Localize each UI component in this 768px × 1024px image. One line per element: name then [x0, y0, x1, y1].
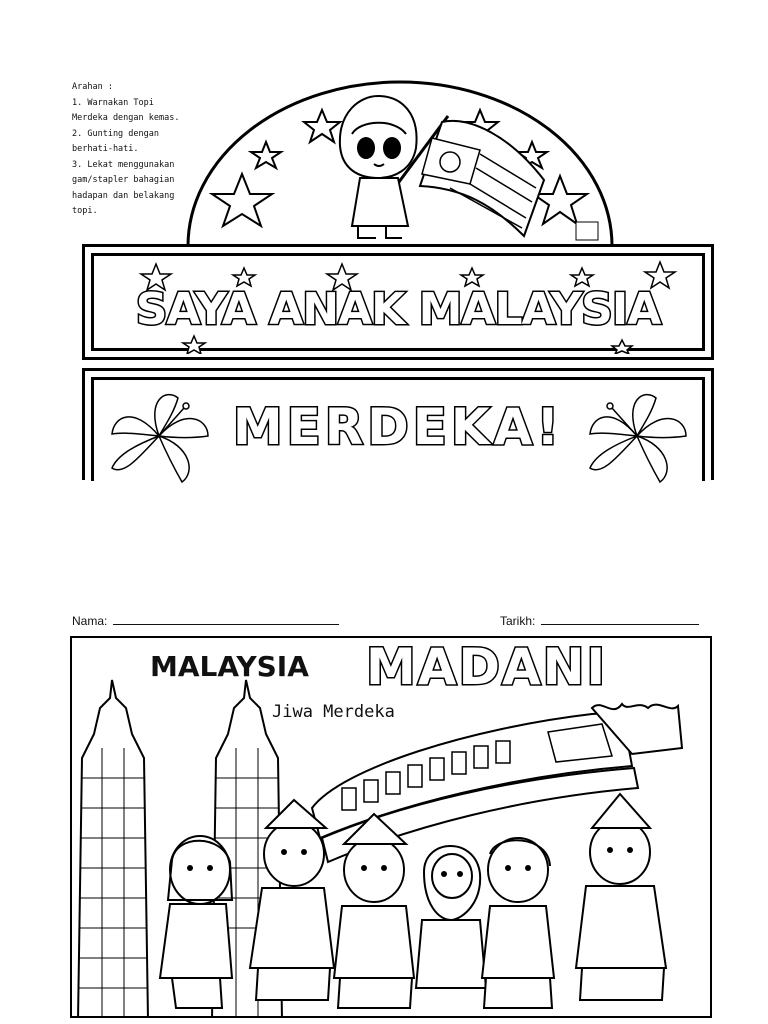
poster-title-malaysia: MALAYSIA [150, 650, 309, 683]
instructions-heading: Arahan : [72, 82, 113, 92]
hat-band-bottom [82, 368, 714, 480]
hibiscus-icon [582, 386, 692, 486]
name-label: Nama: [72, 614, 108, 628]
poster-title-madani: MADANI [366, 638, 608, 696]
instruction-line: topi. [72, 206, 98, 216]
hat-title-merdeka: MERDEKA! [232, 398, 564, 456]
hat-title-saya-anak-malaysia: SAYA ANAK MALAYSIA [135, 284, 661, 335]
hat-band-top [82, 244, 714, 360]
instruction-line: berhati-hati. [72, 144, 139, 154]
hat-crown [180, 76, 620, 246]
instruction-line: gam/stapler bahagian [72, 175, 175, 185]
hat-band-top-inner [91, 253, 705, 351]
instruction-line: hadapan dan belakang [72, 190, 175, 201]
instruction-line: 1. Warnakan Topi [72, 97, 154, 108]
coloring-frame [70, 636, 712, 1018]
name-field[interactable] [72, 614, 339, 628]
date-field[interactable] [500, 614, 699, 628]
instruction-line: 2. Gunting dengan [72, 128, 159, 139]
name-blank-line[interactable] [113, 614, 339, 625]
date-label: Tarikh: [500, 614, 536, 628]
instruction-line: 3. Lekat menggunakan [72, 159, 175, 170]
date-blank-line[interactable] [541, 614, 699, 625]
poster-subtitle: Jiwa Merdeka [272, 702, 395, 722]
hat-band-bottom-inner [91, 377, 705, 481]
instruction-line: Merdeka dengan kemas. [72, 113, 180, 123]
